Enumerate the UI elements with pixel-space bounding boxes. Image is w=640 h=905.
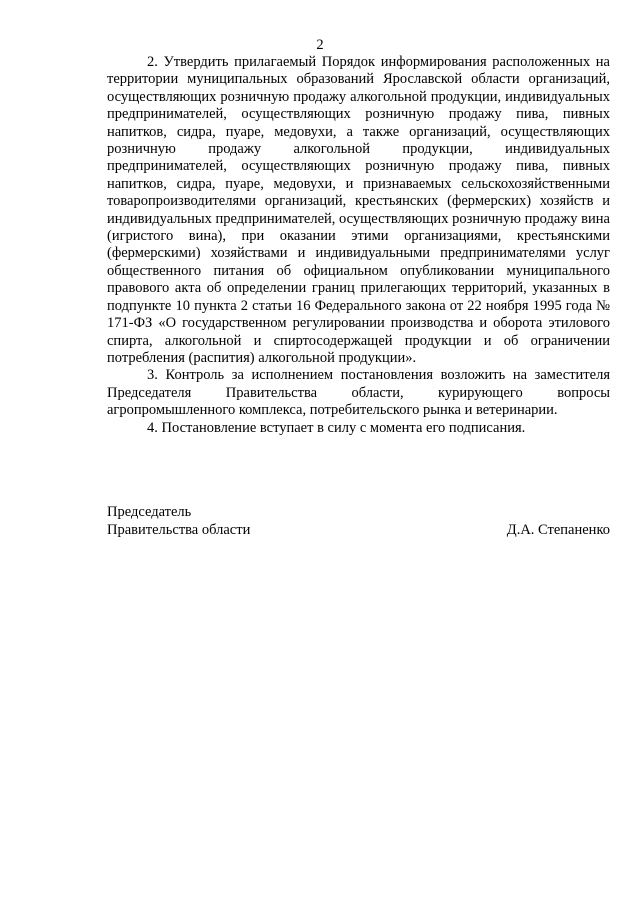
paragraph-2: 2. Утвердить прилагаемый Порядок информирования расположенных на территории муниципальных образований Ярославской области организаций, осуществляющих розничную продажу алкогольной продукции, индивидуальных предпринимателей, осуществляющих розничную продажу пива, пивных напитков, сидра, пуаре, медовухи, а также организаций, осуществляющих розничную продажу алкогольной продукции, индивидуальных предпринимателей, осуществляющих розничную продажу пива, пивных напитков, сидра, пуаре, медовухи, и признаваемых сельскохозяйственными товаропроизводителями организаций, крестьянских (фермерских) хозяйств и индивидуальных предпринимателей, осуществляющих розничную продажу вина (игристого вина), при оказании этими организациями, крестьянскими (фермерскими) хозяйствами и индивидуальными предпринимателями услуг общественного питания об официальном опубликовании муниципального правового акта об определении границ прилегающих территорий, указанных в подпункте 10 пункта 2 статьи 16 Федерального закона от 22 ноября 1995 года № 171-ФЗ «О государственном регулировании производства и оборота этилового спирта, алкогольной и спиртосодержащей продукции и об ограничении потребления (распития) алкогольной продукции».: [107, 54, 610, 366]
page-number: 2: [316, 37, 324, 53]
signatory-name: Д.А. Степаненко: [506, 522, 610, 538]
signatory-title-line1: Председатель: [107, 504, 192, 520]
signature-line: [107, 521, 610, 539]
signature-block: [107, 503, 610, 539]
paragraph-4: 4. Постановление вступает в силу с момента его подписания.: [147, 419, 526, 436]
paragraph-3: 3. Контроль за исполнением постановления возложить на заместителя Председателя Правительства области, курирующего вопросы агропромышленного комплекса, потребительского рынка и ветеринарии.: [107, 367, 610, 419]
signatory-title-line2: Правительства области: [107, 522, 251, 538]
document-body: [107, 54, 610, 437]
